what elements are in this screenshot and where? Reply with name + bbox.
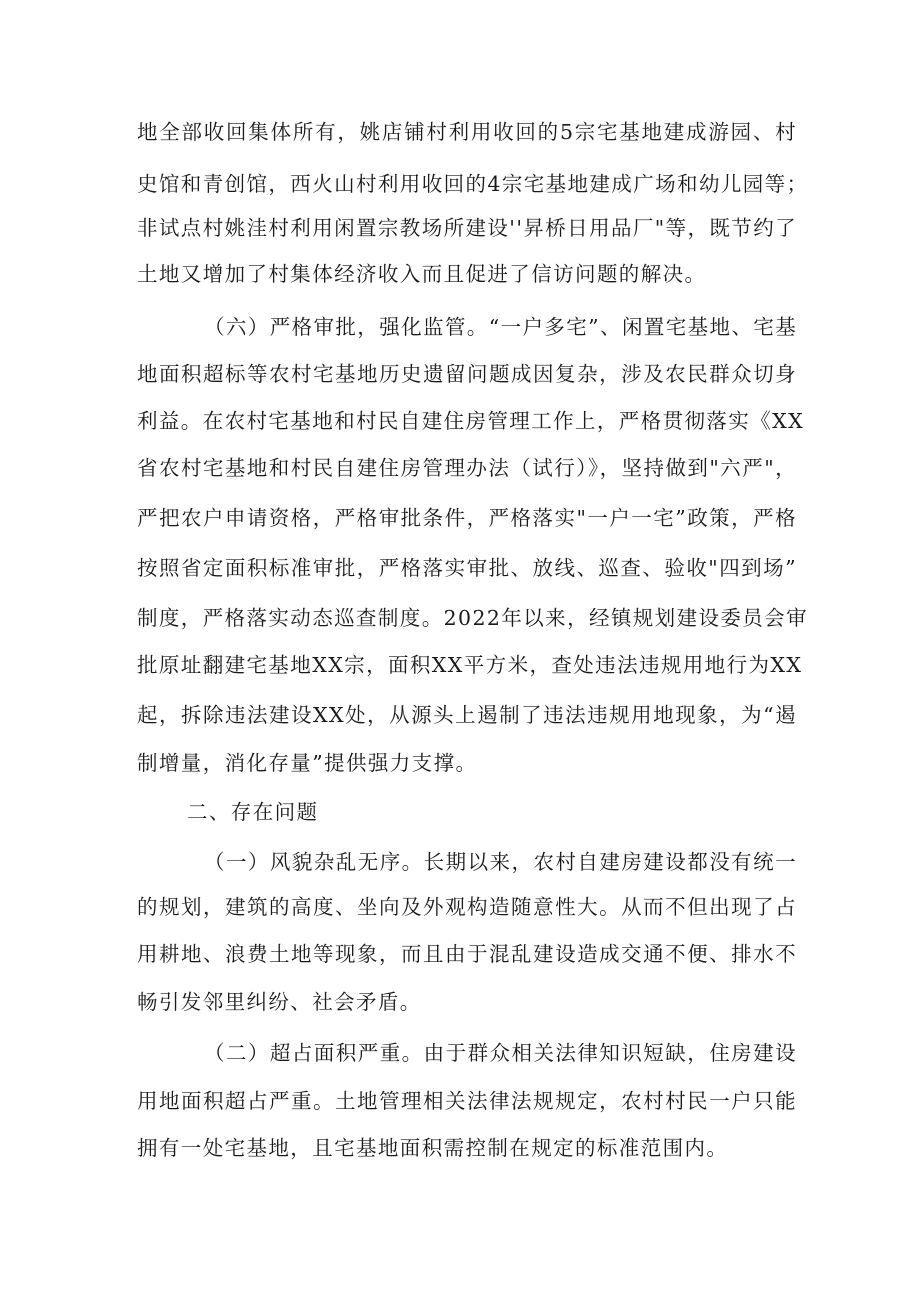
paragraph-line: 地面积超标等农村宅基地历史遗留问题成因复杂，涉及农民群众切身 xyxy=(137,362,797,386)
paragraph-line: 史馆和青创馆，西火山村利用收回的4宗宅基地建成广场和幼儿园等； xyxy=(137,172,809,196)
paragraph-line: 利益。在农村宅基地和村民自建住房管理工作上，严格贯彻落实《XX xyxy=(137,409,805,433)
paragraph-line: 畅引发邻里纠纷、社会矛盾。 xyxy=(137,990,422,1014)
section-heading-line: （六）严格审批，强化监管。“一户多宅”、闲置宅基地、宅基 xyxy=(204,315,798,339)
paragraph-line: 土地又增加了村集体经济收入而且促进了信访问题的解决。 xyxy=(137,262,707,286)
paragraph-line: 批原址翻建宅基地XX宗，面积XX平方米，查处违法违规用地行为XX xyxy=(137,653,803,677)
paragraph-line: 省农村宅基地和村民自建住房管理办法（试行）》，坚持做到"六严"， xyxy=(137,456,797,480)
paragraph-line: 用耕地、浪费土地等现象，而且由于混乱建设造成交通不便、排水不 xyxy=(137,942,797,966)
paragraph-line: 的规划，建筑的高度、坐向及外观构造随意性大。从而不但出现了占 xyxy=(137,895,797,919)
section-title: 二、存在问题 xyxy=(187,800,319,824)
paragraph-line: 地全部收回集体所有，姚店铺村利用收回的5宗宅基地建成游园、村 xyxy=(137,120,797,144)
paragraph-line: 起，拆除违法建设XX处，从源头上遏制了违法违规用地现象，为“遏 xyxy=(137,703,797,727)
paragraph-line: 严把农户申请资格，严格审批条件，严格落实"一户一宅”政策，严格 xyxy=(137,506,797,530)
paragraph-line: 按照省定面积标准审批，严格落实审批、放线、巡查、验收"四到场” xyxy=(137,556,797,580)
paragraph-line: 制度，严格落实动态巡查制度。2022年以来，经镇规划建设委员会审 xyxy=(137,606,808,630)
section-heading-line: （二）超占面积严重。由于群众相关法律知识短缺，住房建设 xyxy=(204,1041,797,1065)
paragraph-line: 非试点村姚洼村利用闲置宗教场所建设''昇桥日用品厂"等，既节约了 xyxy=(137,216,797,240)
section-heading-line: （一）风貌杂乱无序。长期以来，农村自建房建设都没有统一 xyxy=(204,850,797,874)
paragraph-line: 制增量，消化存量”提供强力支撑。 xyxy=(137,751,478,775)
paragraph-line: 拥有一处宅基地，且宅基地面积需控制在规定的标准范围内。 xyxy=(137,1136,729,1160)
paragraph-line: 用地面积超占严重。土地管理相关法律法规规定，农村村民一户只能 xyxy=(137,1089,797,1113)
